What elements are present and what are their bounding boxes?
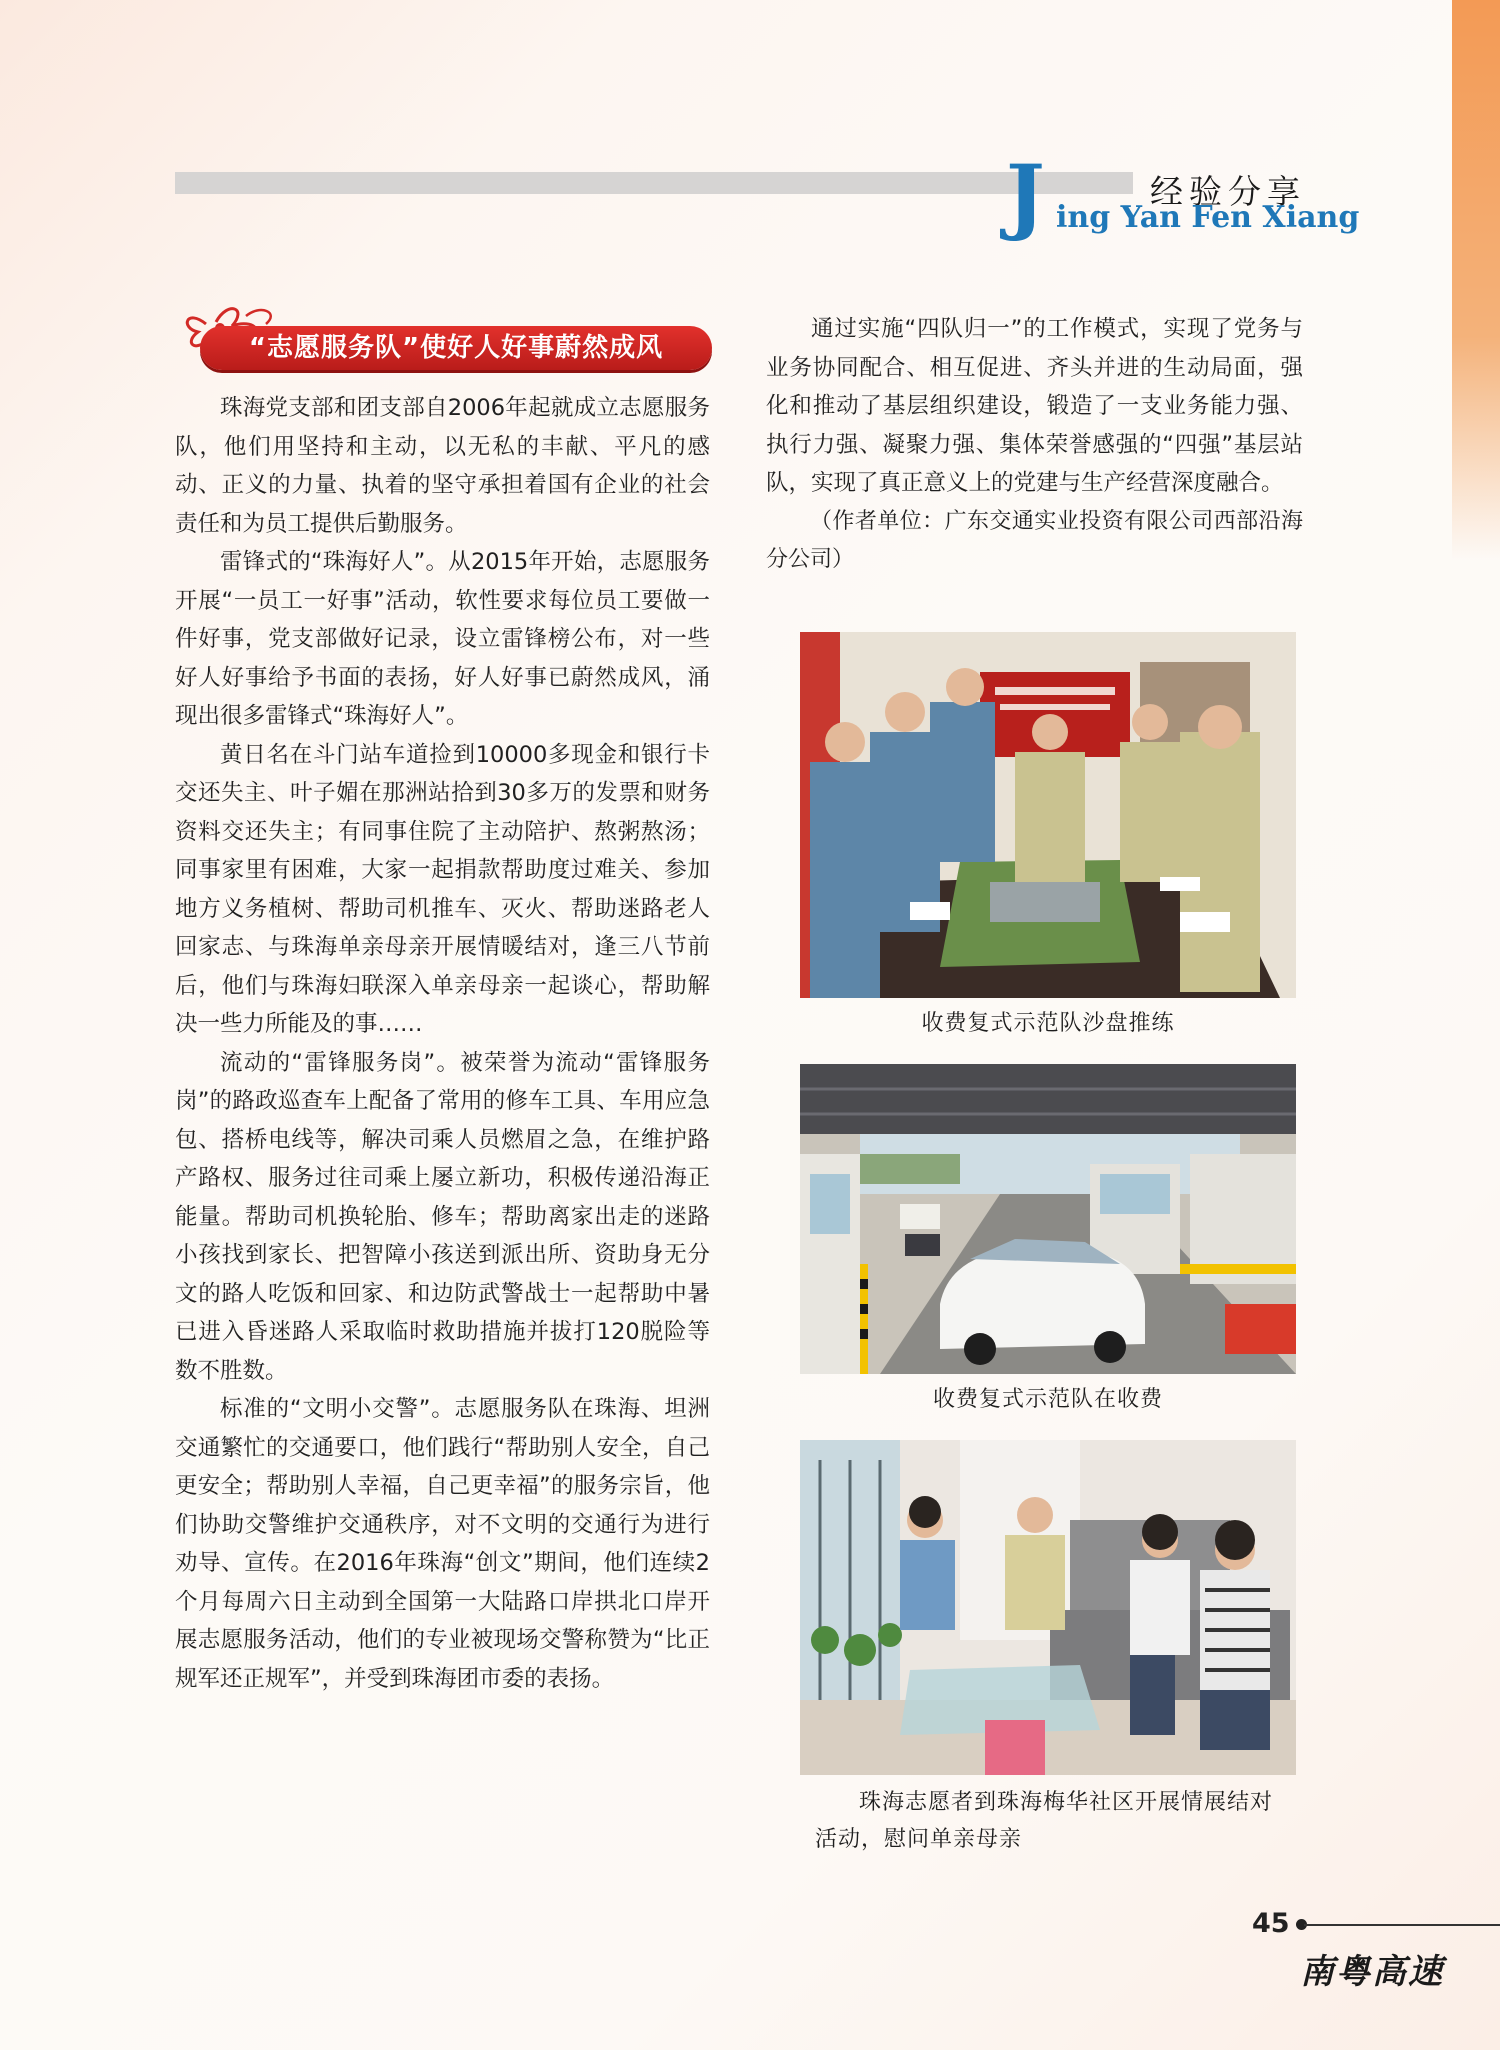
magazine-brand-logo: 南粤高速	[1300, 1952, 1444, 1992]
photo-caption: 收费复式示范队在收费	[932, 1387, 1163, 1412]
author-affiliation: （作者单位：广东交通实业投资有限公司西部沿海分公司）	[766, 508, 1303, 572]
photo-sand-table-drill	[800, 632, 1296, 998]
section-title-banner: “志愿服务队”使好人好事蔚然成风	[200, 326, 712, 370]
page-edge-band	[1452, 0, 1500, 560]
left-text-column	[175, 389, 710, 1698]
header-initial: J	[1006, 148, 1045, 244]
body-paragraph: 流动的“雷锋服务岗”。被荣誉为流动“雷锋服务岗”的路政巡查车上配备了常用的修车工具、车用应急包、搭桥电线等，解决司乘人员燃眉之急，在维护路产路权、服务过往司乘上屡立新功，积极传递沿海正能量。帮助司机换轮胎、修车；帮助离家出走的迷路小孩找到家长、把智障小孩送到派出所、资助身无分文的路人吃饭和回家、和边防武警战士一起帮助中暑已进入昏迷路人采取临时救助措施并拔打120脱险等数不胜数。	[175, 1049, 710, 1384]
body-paragraph: 黄日名在斗门站车道捡到10000多现金和银行卡交还失主、叶子媚在那洲站拾到30多万的发票和财务资料交还失主；有同事住院了主动陪护、熬粥熬汤；同事家里有困难，大家一起捐款帮助度过难关、参加地方义务植树、帮助司机推车、灭火、帮助迷路老人回家志、与珠海单亲母亲开展情暖结对，逢三八节前后，他们与珠海妇联深入单亲母亲一起谈心，帮助解决一些力所能及的事……	[175, 741, 710, 1037]
right-text-column	[766, 310, 1303, 580]
body-paragraph: 标准的“文明小交警”。志愿服务队在珠海、坦洲交通繁忙的交通要口，他们践行“帮助别人安全，自己更安全；帮助别人幸福，自己更幸福”的服务宗旨，他们协助交警维护交通秩序，对不文明的交通行为进行劝导、宣传。在2016年珠海“创文”期间，他们连续2个月每周六日主动到全国第一大陆路口岸拱北口岸开展志愿服务活动，他们的专业被现场交警称赞为“比正规军还正规军”，并受到珠海团市委的表扬。	[175, 1396, 710, 1692]
photo-toll-station	[800, 1064, 1296, 1374]
header-rule	[175, 172, 1133, 194]
photo-community-visit	[800, 1440, 1296, 1775]
body-paragraph: 珠海党支部和团支部自2006年起就成立志愿服务队，他们用坚持和主动，以无私的丰献、平凡的感动、正义的力量、执着的坚守承担着国有企业的社会责任和为员工提供后勤服务。	[175, 395, 710, 537]
body-paragraph: 通过实施“四队归一”的工作模式，实现了党务与业务协同配合、相互促进、齐头并进的生动局面，强化和推动了基层组织建设，锻造了一支业务能力强、执行力强、凝聚力强、集体荣誉感强的“四强”基层站队，实现了真正意义上的党建与生产经营深度融合。	[766, 316, 1303, 496]
page-number: 45	[1252, 1908, 1290, 1939]
photo-caption: 收费复式示范队沙盘推练	[921, 1011, 1175, 1036]
photo-caption: 珠海志愿者到珠海梅华社区开展情展结对活动，慰问单亲母亲	[815, 1790, 1274, 1852]
section-header-pinyin: ing Yan Fen Xiang	[1056, 200, 1360, 235]
footer-rule	[1304, 1924, 1500, 1926]
body-paragraph: 雷锋式的“珠海好人”。从2015年开始，志愿服务开展“一员工一好事”活动，软性要求每位员工要做一件好事，党支部做好记录，设立雷锋榜公布，对一些好人好事给予书面的表扬，好人好事已蔚然成风，涌现出很多雷锋式“珠海好人”。	[175, 549, 710, 729]
section-header-title: 经验分享	[1150, 172, 1306, 211]
